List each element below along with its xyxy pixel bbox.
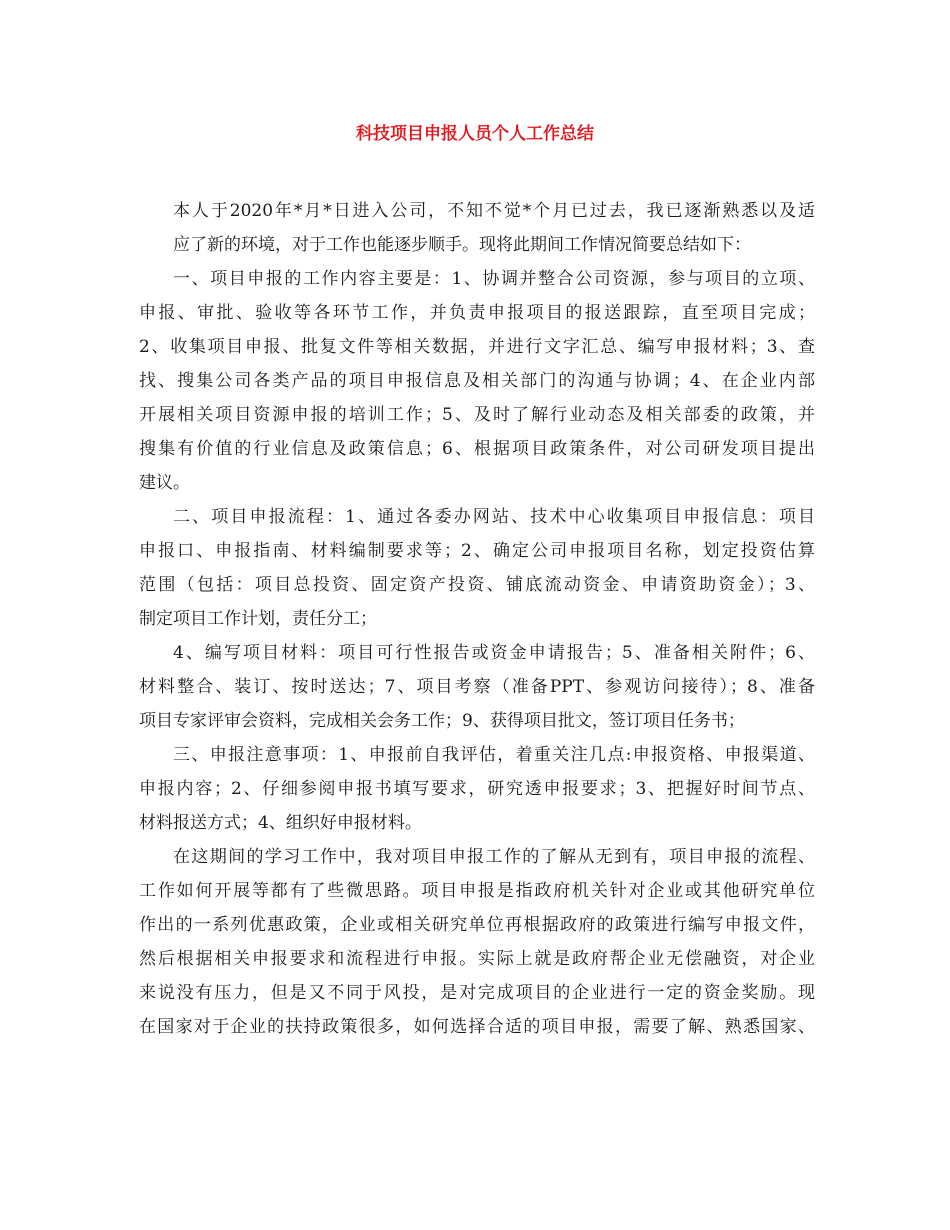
text-line: 工作如何开展等都有了些微思路。项目申报是指政府机关针对企业或其他研究单位 bbox=[139, 881, 815, 901]
text-line: 建议。 bbox=[139, 473, 190, 493]
paragraph-process-continued bbox=[139, 636, 815, 738]
text-line: 制定项目工作计划，责任分工； bbox=[139, 609, 377, 629]
paragraph-notes bbox=[139, 738, 815, 840]
document-title: 科技项目申报人员个人工作总结 bbox=[356, 124, 594, 144]
document-body bbox=[139, 194, 815, 1044]
text-line: 开展相关项目资源申报的培训工作；5、及时了解行业动态及相关部委的政策，并 bbox=[139, 405, 815, 425]
text-line: 来说没有压力，但是又不同于风投，是对完成项目的企业进行一定的资金奖励。现 bbox=[139, 983, 815, 1003]
text-line: 在国家对于企业的扶持政策很多，如何选择合适的项目申报，需要了解、熟悉国家、 bbox=[139, 1017, 815, 1037]
text-line: 2、收集项目申报、批复文件等相关数据，并进行文字汇总、编写申报材料；3、查 bbox=[139, 337, 815, 357]
paragraph-work-content bbox=[139, 262, 815, 500]
text-line: 本人于2020年*月*日进入公司，不知不觉*个月已过去，我已逐渐熟悉以及适 bbox=[173, 201, 815, 221]
text-line: 申报、审批、验收等各环节工作，并负责申报项目的报送跟踪，直至项目完成； bbox=[139, 303, 815, 323]
text-line: 申报口、申报指南、材料编制要求等；2、确定公司申报项目名称，划定投资估算 bbox=[139, 541, 815, 561]
text-line: 4、编写项目材料：项目可行性报告或资金申请报告；5、准备相关附件；6、 bbox=[173, 643, 815, 663]
text-line: 搜集有价值的行业信息及政策信息；6、根据项目政策条件，对公司研发项目提出 bbox=[139, 439, 815, 459]
text-line: 项目专家评审会资料，完成相关会务工作；9、获得项目批文，签订项目任务书； bbox=[139, 711, 745, 731]
text-line: 应了新的环境，对于工作也能逐步顺手。现将此期间工作情况简要总结如下： bbox=[173, 235, 751, 255]
text-line: 三、申报注意事项：1、申报前自我评估，着重关注几点:申报资格、申报渠道、 bbox=[173, 745, 815, 765]
paragraph-intro bbox=[139, 194, 815, 262]
text-line: 作出的一系列优惠政策，企业或相关研究单位再根据政府的政策进行编写申报文件， bbox=[139, 915, 815, 935]
text-line: 然后根据相关申报要求和流程进行申报。实际上就是政府帮企业无偿融资，对企业 bbox=[139, 949, 815, 969]
text-line: 在这期间的学习工作中，我对项目申报工作的了解从无到有，项目申报的流程、 bbox=[173, 847, 815, 867]
paragraph-process bbox=[139, 500, 815, 636]
text-line: 材料整合、装订、按时送达；7、项目考察（准备PPT、参观访问接待）；8、准备 bbox=[139, 677, 815, 697]
text-line: 一、项目申报的工作内容主要是：1、协调并整合公司资源，参与项目的立项、 bbox=[173, 269, 815, 289]
text-line: 找、搜集公司各类产品的项目申报信息及相关部门的沟通与协调；4、在企业内部 bbox=[139, 371, 815, 391]
text-line: 范围（包括：项目总投资、固定资产投资、铺底流动资金、申请资助资金）；3、 bbox=[139, 575, 815, 595]
paragraph-reflection bbox=[139, 840, 815, 1044]
text-line: 申报内容；2、仔细参阅申报书填写要求，研究透申报要求；3、把握好时间节点、 bbox=[139, 779, 815, 799]
text-line: 二、项目申报流程：1、通过各委办网站、技术中心收集项目申报信息：项目 bbox=[173, 507, 815, 527]
text-line: 材料报送方式；4、组织好申报材料。 bbox=[139, 813, 422, 833]
